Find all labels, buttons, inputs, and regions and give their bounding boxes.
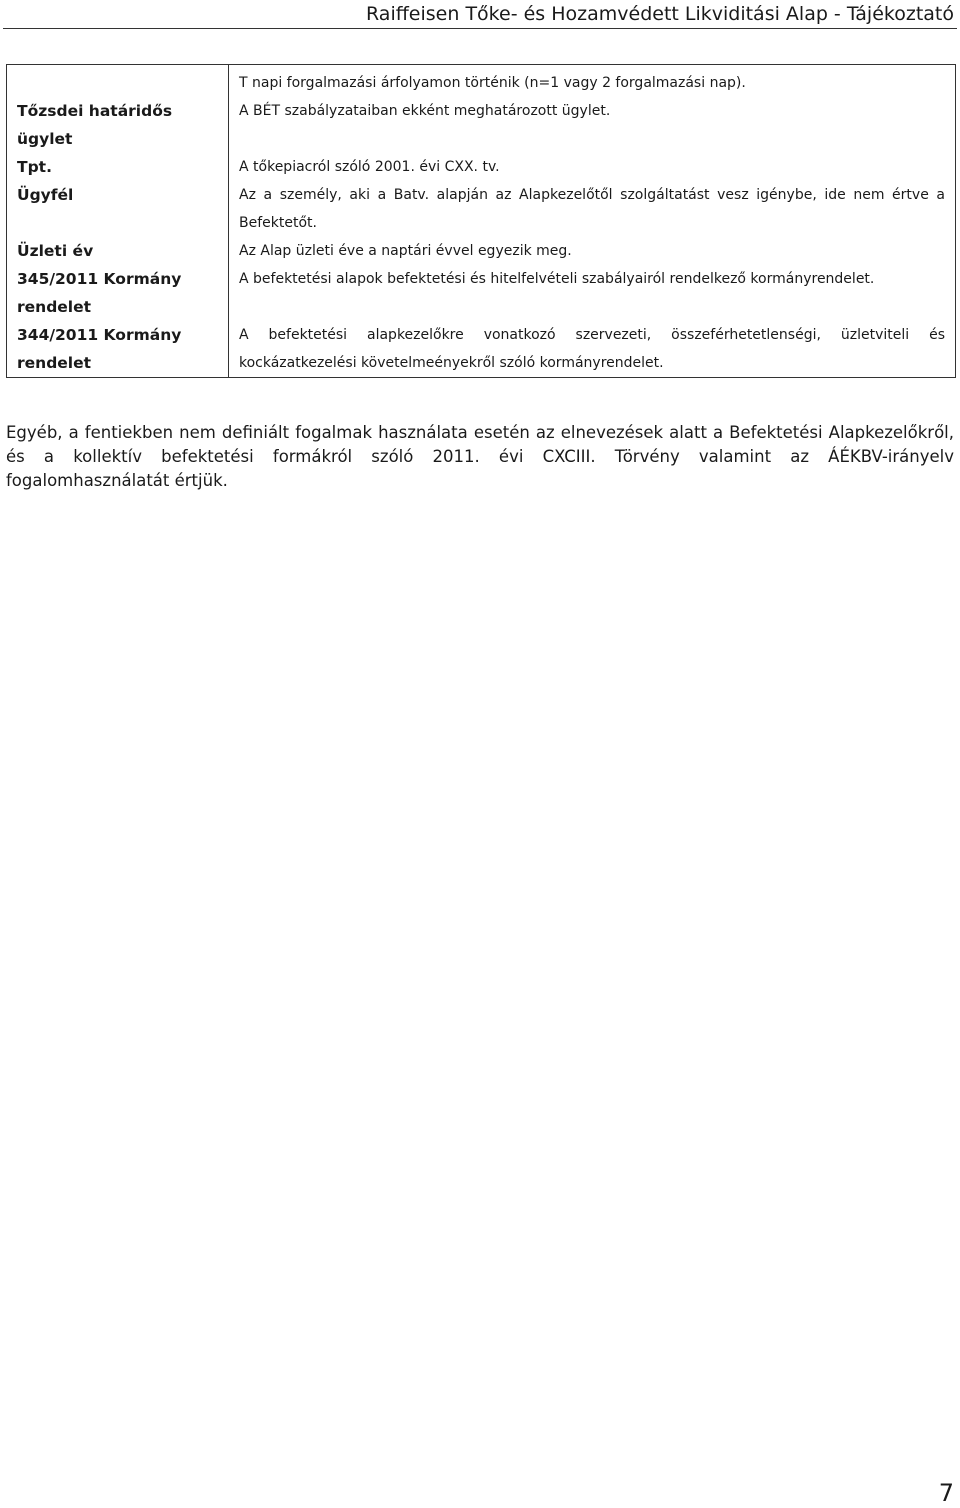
term-cell: [7, 65, 229, 98]
definition-cell: Az Alap üzleti éve a naptári évvel egyezik meg.: [239, 243, 572, 259]
table-row: [7, 65, 956, 98]
table-row: [7, 153, 956, 181]
table-row: [7, 265, 956, 321]
header-divider: [3, 28, 957, 29]
table-row: [7, 97, 956, 153]
table-row: [7, 237, 956, 265]
closing-paragraph: Egyéb, a fentiekben nem definiált fogalmak használata esetén az elnevezések alatt a Befektetési Alapkezelőkről, és a kollektív befektetési formákról szóló 2011. évi CXCIII. Törvény valamint az ÁÉKBV-irányelv fogalomhasználatát értjük.: [6, 422, 954, 490]
definition-cell: A tőkepiacról szóló 2001. évi CXX. tv.: [239, 159, 500, 175]
page-header-title: Raiffeisen Tőke- és Hozamvédett Likviditási Alap - Tájékoztató: [366, 3, 954, 25]
definition-cell: A befektetési alapkezelőkre vonatkozó szervezeti, összeférhetetlenségi, üzletviteli és kockázatkezelési követelmeényekről szóló kormányrendelet.: [239, 327, 945, 371]
definitions-table: [6, 64, 956, 378]
table-row: [7, 321, 956, 378]
term-cell: Tőzsdei határidős ügylet: [7, 97, 229, 153]
definition-cell: A BÉT szabályzataiban ekként meghatározott ügylet.: [239, 103, 611, 119]
term-cell: Tpt.: [7, 153, 229, 181]
term-cell: Ügyfél: [7, 181, 229, 237]
definition-cell: T napi forgalmazási árfolyamon történik (n=1 vagy 2 forgalmazási nap).: [239, 75, 746, 91]
term-cell: 345/2011 Kormány rendelet: [7, 265, 229, 321]
term-cell: Üzleti év: [7, 237, 229, 265]
page-number: 7: [938, 1479, 954, 1507]
definition-cell: Az a személy, aki a Batv. alapján az Alapkezelőtől szolgáltatást vesz igénybe, ide nem értve a Befektetőt.: [239, 187, 945, 231]
definition-cell: A befektetési alapok befektetési és hitelfelvételi szabályairól rendelkező kormányrendelet.: [239, 271, 875, 287]
term-cell: 344/2011 Kormány rendelet: [7, 321, 229, 378]
table-row: [7, 181, 956, 237]
